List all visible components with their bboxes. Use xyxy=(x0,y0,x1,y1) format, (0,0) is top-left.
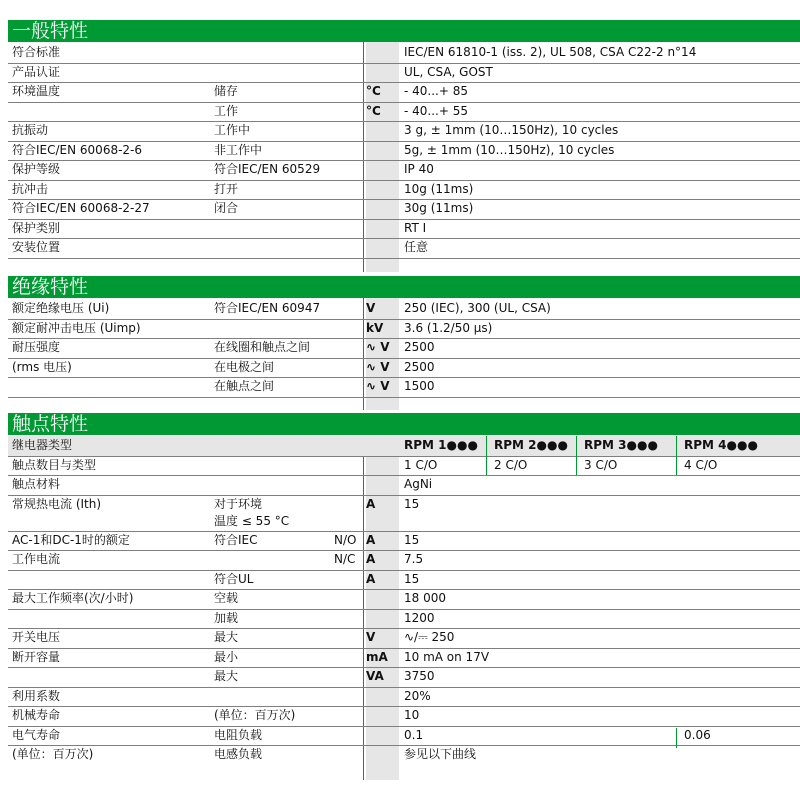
row-unit: ∿ V xyxy=(366,359,390,374)
row-value: UL, CSA, GOST xyxy=(404,64,493,79)
table-row xyxy=(8,219,800,240)
row-value: 250 (IEC), 300 (UL, CSA) xyxy=(404,301,551,315)
row-value: IEC/EN 61810-1 (iss. 2), UL 508, CSA C22-2 n°14 xyxy=(404,45,697,59)
table-row xyxy=(8,338,800,359)
row-label: 抗冲击 xyxy=(12,181,49,196)
table-row xyxy=(8,648,800,669)
row-value: 参见以下曲线 xyxy=(404,747,477,761)
relay-type-v2: RPM 2●●● xyxy=(494,438,568,452)
row-label: 符合标准 xyxy=(12,45,61,59)
row-label: 电气寿命 xyxy=(12,727,61,742)
row-sublabel xyxy=(214,63,334,83)
row-unit xyxy=(366,609,398,629)
row-sublabel: 电阻负载 xyxy=(214,727,263,742)
row-sublabel: 储存 xyxy=(214,84,239,98)
row-label: 符合IEC/EN 60068-2-27 xyxy=(12,201,150,215)
row-label: 触点材料 xyxy=(12,477,61,491)
table-row xyxy=(8,358,800,379)
table-row xyxy=(8,238,800,259)
row-label: (rms 电压) xyxy=(12,359,72,374)
row-unit: A xyxy=(366,552,376,566)
row-sublabel: 工作 xyxy=(214,103,239,118)
row-value: 3.6 (1.2/50 µs) xyxy=(404,320,493,335)
row-sublabel: 最大 xyxy=(214,630,239,644)
row-contact-type xyxy=(334,667,364,687)
row-sublabel: 符合IEC xyxy=(214,532,258,547)
table-row xyxy=(8,628,800,649)
row-sublabel: 符合UL xyxy=(214,571,254,586)
row-sublabel xyxy=(214,238,334,258)
row-sublabel: 最大 xyxy=(214,669,239,683)
row-label: 安装位置 xyxy=(12,240,61,254)
row-value: 3750 xyxy=(404,669,435,683)
table-header-row xyxy=(8,436,800,457)
contact-count-v2: 2 C/O xyxy=(494,457,528,472)
row-label xyxy=(12,609,208,629)
row-value: - 40...+ 85 xyxy=(404,84,468,98)
table-row xyxy=(8,121,800,142)
row-sublabel: 工作中 xyxy=(214,123,251,137)
row-value: 任意 xyxy=(404,240,429,254)
row-sublabel: (单位：百万次) xyxy=(214,708,296,722)
row-value: 2500 xyxy=(404,359,435,374)
row-value: ∿/⎓ 250 xyxy=(404,630,455,644)
row-contact-type xyxy=(334,648,364,668)
row-value: RT I xyxy=(404,220,427,235)
row-label: 符合IEC/EN 60068-2-6 xyxy=(12,142,143,157)
row-sublabel: 符合IEC/EN 60947 xyxy=(214,301,321,315)
row-value: 10 xyxy=(404,708,420,722)
row-label xyxy=(12,667,208,687)
row-sublabel: 温度 ≤ 55 °C xyxy=(214,513,290,528)
row-unit xyxy=(366,141,398,161)
row-unit xyxy=(366,706,398,726)
table-row xyxy=(8,299,800,320)
row-label: 环境温度 xyxy=(12,84,61,98)
section-title-contact: 触点特性 xyxy=(8,413,800,435)
table-row xyxy=(8,82,800,103)
table-row xyxy=(8,570,800,591)
row-value: 5g, ± 1mm (10…150Hz), 10 cycles xyxy=(404,142,615,157)
table-row xyxy=(8,319,800,340)
column-divider xyxy=(676,728,677,748)
row-value: 2500 xyxy=(404,340,435,354)
row-sublabel: 电感负载 xyxy=(214,747,263,761)
column-divider xyxy=(576,436,577,475)
row-label: 触点数目与类型 xyxy=(12,457,97,472)
row-value: 10g (11ms) xyxy=(404,181,474,196)
row-unit: mA xyxy=(366,649,388,664)
row-contact-type xyxy=(334,706,364,726)
row-sublabel: 在电极之间 xyxy=(214,359,275,374)
row-label: 开关电压 xyxy=(12,630,61,644)
row-label: 额定耐冲击电压 (Uimp) xyxy=(12,320,141,335)
row-label: 利用系数 xyxy=(12,688,61,703)
row-unit xyxy=(366,43,398,63)
row-unit: V xyxy=(366,301,376,315)
row-label: 继电器类型 xyxy=(12,438,73,452)
row-value: 15 xyxy=(404,496,420,511)
table-row xyxy=(8,745,800,765)
table-row xyxy=(8,102,800,123)
table-row xyxy=(8,141,800,162)
row-label xyxy=(12,377,208,397)
row-unit xyxy=(366,238,398,258)
column-divider xyxy=(486,436,487,475)
table-row xyxy=(8,531,800,552)
row-unit xyxy=(366,687,398,707)
row-unit xyxy=(366,180,398,200)
table-row xyxy=(8,180,800,201)
row-value: 15 xyxy=(404,571,420,586)
table-row xyxy=(8,726,800,747)
table-row xyxy=(8,63,800,84)
row-sublabel: 空载 xyxy=(214,591,239,605)
row-value-rpm4: 0.06 xyxy=(684,727,711,742)
relay-type-v4: RPM 4●●● xyxy=(684,438,758,452)
row-unit: V xyxy=(366,630,376,644)
row-unit: kV xyxy=(366,320,384,335)
contact-count-v4: 4 C/O xyxy=(684,457,718,472)
row-unit: °C xyxy=(366,103,381,118)
relay-type-v1: RPM 1●●● xyxy=(404,438,478,452)
row-label: 耐压强度 xyxy=(12,340,61,354)
row-label: 保护类别 xyxy=(12,220,61,235)
row-label: 断开容量 xyxy=(12,649,61,664)
row-label: 常规热电流 (Ith) xyxy=(12,496,102,511)
row-unit: A xyxy=(366,496,376,511)
table-row xyxy=(8,495,800,532)
section-title-general: 一般特性 xyxy=(8,20,800,42)
row-label: 额定绝缘电压 (Ui) xyxy=(12,301,110,315)
row-unit: VA xyxy=(366,669,384,683)
row-unit xyxy=(366,219,398,239)
row-label: 机械寿命 xyxy=(12,708,61,722)
row-sublabel: 加载 xyxy=(214,610,239,625)
row-unit xyxy=(366,160,398,180)
row-value: IP 40 xyxy=(404,162,434,176)
row-label xyxy=(12,570,208,590)
row-contact-type xyxy=(334,589,364,609)
row-sublabel: 闭合 xyxy=(214,201,239,215)
row-sublabel: 对于环境 xyxy=(214,496,263,511)
row-value: 1200 xyxy=(404,610,435,625)
row-contact-type xyxy=(334,628,364,648)
row-unit xyxy=(366,199,398,219)
table-row xyxy=(8,589,800,610)
column-divider xyxy=(676,436,677,475)
row-value: 3 g, ± 1mm (10…150Hz), 10 cycles xyxy=(404,123,619,137)
row-label: 产品认证 xyxy=(12,64,61,79)
row-label: 抗振动 xyxy=(12,123,49,137)
row-unit: ∿ V xyxy=(366,340,390,354)
row-label: 保护等级 xyxy=(12,162,61,176)
row-sublabel: 在线圈和触点之间 xyxy=(214,340,311,354)
table-row xyxy=(8,706,800,727)
row-sublabel: 最小 xyxy=(214,649,239,664)
row-sublabel: 非工作中 xyxy=(214,142,263,157)
row-label xyxy=(12,102,208,122)
row-value: AgNi xyxy=(404,477,433,491)
row-contact-type xyxy=(334,687,364,707)
row-value: 0.1 xyxy=(404,727,424,742)
table-row xyxy=(8,199,800,220)
table-row xyxy=(8,609,800,630)
row-value: 15 xyxy=(404,532,420,547)
row-unit: A xyxy=(366,571,376,586)
contact-count-v1: 1 C/O xyxy=(404,457,438,472)
row-sublabel: 符合IEC/EN 60529 xyxy=(214,162,321,176)
row-contact-type xyxy=(334,570,364,590)
table-row xyxy=(8,550,800,571)
row-value: 10 mA on 17V xyxy=(404,649,490,664)
row-label: 最大工作频率(次/小时) xyxy=(12,591,134,605)
table-row xyxy=(8,43,800,64)
row-unit xyxy=(366,589,398,609)
row-sublabel xyxy=(214,550,334,570)
row-contact-type: N/O xyxy=(334,532,357,547)
row-label: (单位：百万次) xyxy=(12,747,94,761)
row-value: 20% xyxy=(404,688,431,703)
row-value: - 40...+ 55 xyxy=(404,103,468,118)
row-sublabel xyxy=(214,219,334,239)
row-contact-type: N/C xyxy=(334,552,356,566)
contact-count-v3: 3 C/O xyxy=(584,457,618,472)
row-unit: ∿ V xyxy=(366,379,390,393)
row-value: 18 000 xyxy=(404,591,446,605)
row-sublabel xyxy=(214,319,334,339)
row-value: 7.5 xyxy=(404,552,424,566)
table-row xyxy=(8,456,800,477)
row-contact-type xyxy=(334,609,364,629)
row-sublabel xyxy=(214,687,334,707)
row-unit: A xyxy=(366,532,376,547)
table-row xyxy=(8,160,800,181)
table-row xyxy=(8,667,800,688)
row-sublabel xyxy=(214,43,334,63)
table-row xyxy=(8,475,800,496)
row-sublabel: 打开 xyxy=(214,181,239,196)
row-unit xyxy=(366,63,398,83)
row-label: AC-1和DC-1时的额定 xyxy=(12,532,130,547)
row-unit xyxy=(366,121,398,141)
section-title-insulation: 绝缘特性 xyxy=(8,276,800,298)
row-unit: °C xyxy=(366,84,381,98)
row-value: 1500 xyxy=(404,379,435,393)
row-label: 工作电流 xyxy=(12,552,61,566)
relay-type-v3: RPM 3●●● xyxy=(584,438,658,452)
table-row xyxy=(8,687,800,708)
table-row xyxy=(8,377,800,398)
row-value: 30g (11ms) xyxy=(404,201,474,215)
row-sublabel: 在触点之间 xyxy=(214,379,275,393)
